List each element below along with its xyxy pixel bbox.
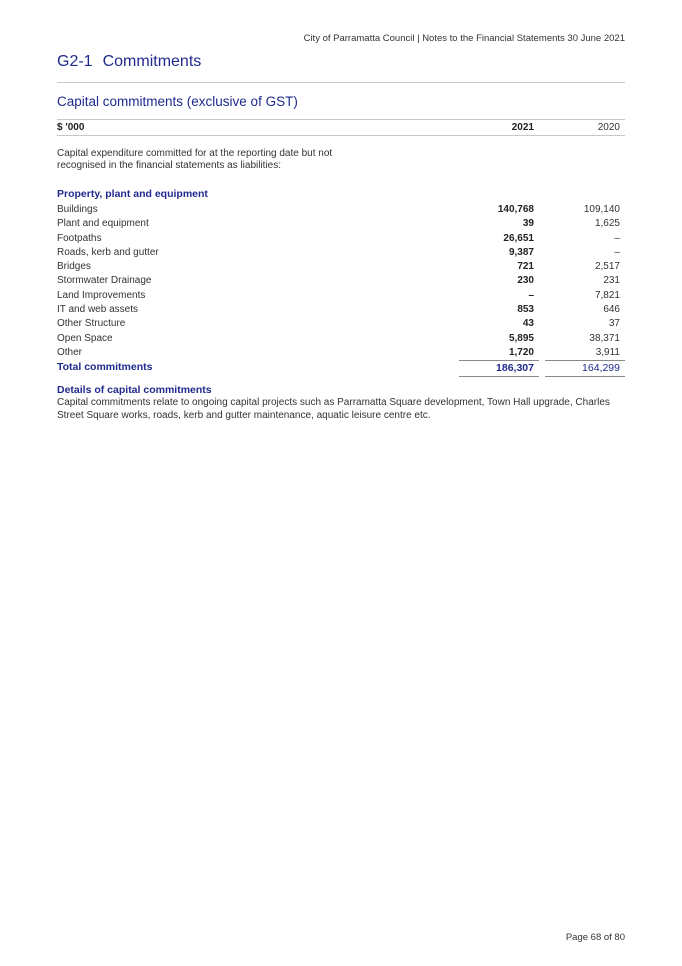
row-value-2021: 853 <box>517 304 534 316</box>
row-value-2020: 3,911 <box>595 346 620 358</box>
row-value-2020: 646 <box>603 304 620 316</box>
table-row <box>57 317 625 331</box>
details-paragraph: Capital commitments relate to ongoing capital projects such as Parramatta Square development, Town Hall upgrade, Charles Street Square works, roads, kerb and gutter maintenance, aquatic leisure centre etc. <box>57 397 610 421</box>
table-row <box>57 232 625 246</box>
row-value-2021: 1,720 <box>508 346 534 358</box>
row-label: IT and web assets <box>57 304 138 316</box>
row-value-2020: – <box>614 232 620 244</box>
row-label: Footpaths <box>57 232 102 244</box>
section-heading <box>57 53 201 71</box>
row-label: Other <box>57 346 83 358</box>
table-row <box>57 303 625 317</box>
section-title: Commitments <box>102 53 202 70</box>
total-value-2020: 164,299 <box>582 362 620 374</box>
row-value-2020: 1,625 <box>594 218 620 230</box>
table-row <box>57 289 625 303</box>
row-value-2021: 5,895 <box>508 332 534 344</box>
year-2021-column-header: 2021 <box>511 122 534 133</box>
total-row <box>57 361 625 374</box>
group-heading: Property, plant and equipment <box>57 188 208 200</box>
table-row <box>57 217 625 231</box>
row-value-2020: 2,517 <box>594 261 620 273</box>
row-value-2020: – <box>614 246 620 258</box>
table-top-rule <box>57 119 625 120</box>
table-row <box>57 346 625 360</box>
row-label: Stormwater Drainage <box>57 275 152 287</box>
row-value-2021: 9,387 <box>508 246 534 258</box>
row-label: Buildings <box>57 204 98 215</box>
row-label: Land Improvements <box>57 289 146 301</box>
row-label: Other Structure <box>57 318 126 330</box>
row-value-2021: – <box>528 289 534 301</box>
commitments-table <box>57 203 625 360</box>
table-intro-text: Capital expenditure committed for at the reporting date but not recognised in the financial statements as liabilities: <box>57 148 333 171</box>
row-value-2021: 140,768 <box>497 204 534 215</box>
table-row <box>57 246 625 260</box>
row-value-2020: 7,821 <box>594 289 620 301</box>
details-heading: Details of capital commitments <box>57 384 212 396</box>
row-value-2020: 231 <box>603 275 620 287</box>
table-row <box>57 203 625 217</box>
table-header-rule <box>57 135 625 136</box>
row-value-2020: 37 <box>608 318 620 330</box>
row-value-2021: 230 <box>517 275 534 287</box>
total-label: Total commitments <box>57 361 153 373</box>
document-page <box>57 0 625 966</box>
row-value-2021: 39 <box>522 218 534 230</box>
total-bottom-rule-2020 <box>545 376 625 377</box>
running-header: City of Parramatta Council | Notes to the Financial Statements 30 June 2021 <box>303 33 625 44</box>
row-value-2021: 26,651 <box>503 232 534 244</box>
table-row <box>57 332 625 346</box>
row-value-2020: 109,140 <box>583 204 620 215</box>
row-label: Bridges <box>57 261 91 273</box>
row-label: Open Space <box>57 332 113 344</box>
section-number: G2-1 <box>57 53 93 70</box>
row-label: Roads, kerb and gutter <box>57 246 159 258</box>
row-value-2021: 43 <box>522 318 534 330</box>
page-number: Page 68 of 80 <box>565 932 625 943</box>
section-divider <box>57 82 625 83</box>
units-column-header: $ '000 <box>57 122 85 133</box>
total-value-2021: 186,307 <box>496 362 534 374</box>
total-bottom-rule-2021 <box>459 376 539 377</box>
table-row <box>57 260 625 274</box>
row-value-2021: 721 <box>517 261 534 273</box>
row-label: Plant and equipment <box>57 218 149 230</box>
table-row <box>57 274 625 288</box>
year-2020-column-header: 2020 <box>597 122 620 133</box>
row-value-2020: 38,371 <box>589 332 620 344</box>
subsection-heading: Capital commitments (exclusive of GST) <box>57 94 298 109</box>
